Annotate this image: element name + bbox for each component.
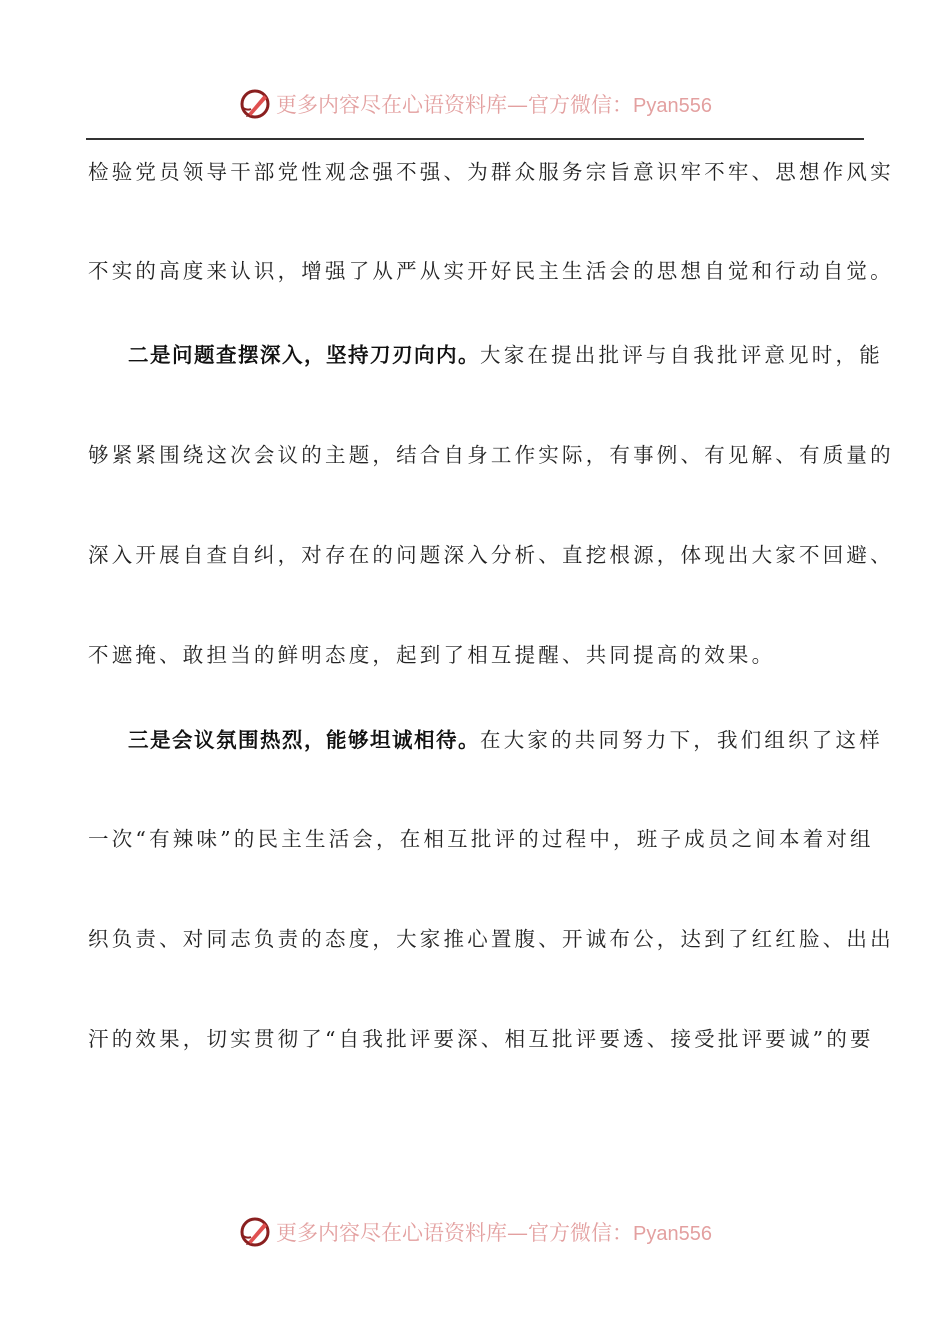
body-line: 织负责、对同志负责的态度，大家推心置腹、开诚布公，达到了红红脸、出出: [88, 927, 894, 951]
footer-banner: [0, 1212, 950, 1252]
paragraph-2-first-line: 二是问题查摆深入，坚持刀刃向内。大家在提出批评与自我批评意见时，能: [128, 343, 883, 367]
body-line: 不遮掩、敢担当的鲜明态度，起到了相互提醒、共同提高的效果。: [88, 643, 776, 667]
paragraph-2-lead: 二是问题查摆深入，坚持刀刃向内。: [128, 343, 480, 367]
header-divider: [86, 138, 864, 140]
pen-nib-logo-icon: [238, 1215, 272, 1249]
header-banner-text: 更多内容尽在心语资料库—官方微信：Pyan556: [276, 93, 712, 117]
paragraph-3-lead: 三是会议氛围热烈，能够坦诚相待。: [128, 728, 480, 752]
footer-banner-text: 更多内容尽在心语资料库—官方微信：Pyan556: [276, 1221, 712, 1245]
pen-nib-logo-icon: [238, 87, 272, 121]
body-line: 够紧紧围绕这次会议的主题，结合自身工作实际，有事例、有见解、有质量的: [88, 443, 894, 467]
body-line: 深入开展自查自纠，对存在的问题深入分析、直挖根源，体现出大家不回避、: [88, 543, 894, 567]
body-line: 汗的效果，切实贯彻了“自我批评要深、相互批评要透、接受批评要诚”的要: [88, 1027, 874, 1051]
footer-wechat-id: Pyan556: [633, 1223, 712, 1245]
paragraph-3-first-line: 三是会议氛围热烈，能够坦诚相待。在大家的共同努力下，我们组织了这样: [128, 728, 883, 752]
header-banner: [0, 84, 950, 124]
body-line: 不实的高度来认识，增强了从严从实开好民主生活会的思想自觉和行动自觉。: [88, 259, 894, 283]
body-line: 一次“有辣味”的民主生活会，在相互批评的过程中，班子成员之间本着对组: [88, 827, 874, 851]
header-wechat-id: Pyan556: [633, 95, 712, 117]
body-line: 检验党员领导干部党性观念强不强、为群众服务宗旨意识牢不牢、思想作风实: [88, 160, 894, 184]
